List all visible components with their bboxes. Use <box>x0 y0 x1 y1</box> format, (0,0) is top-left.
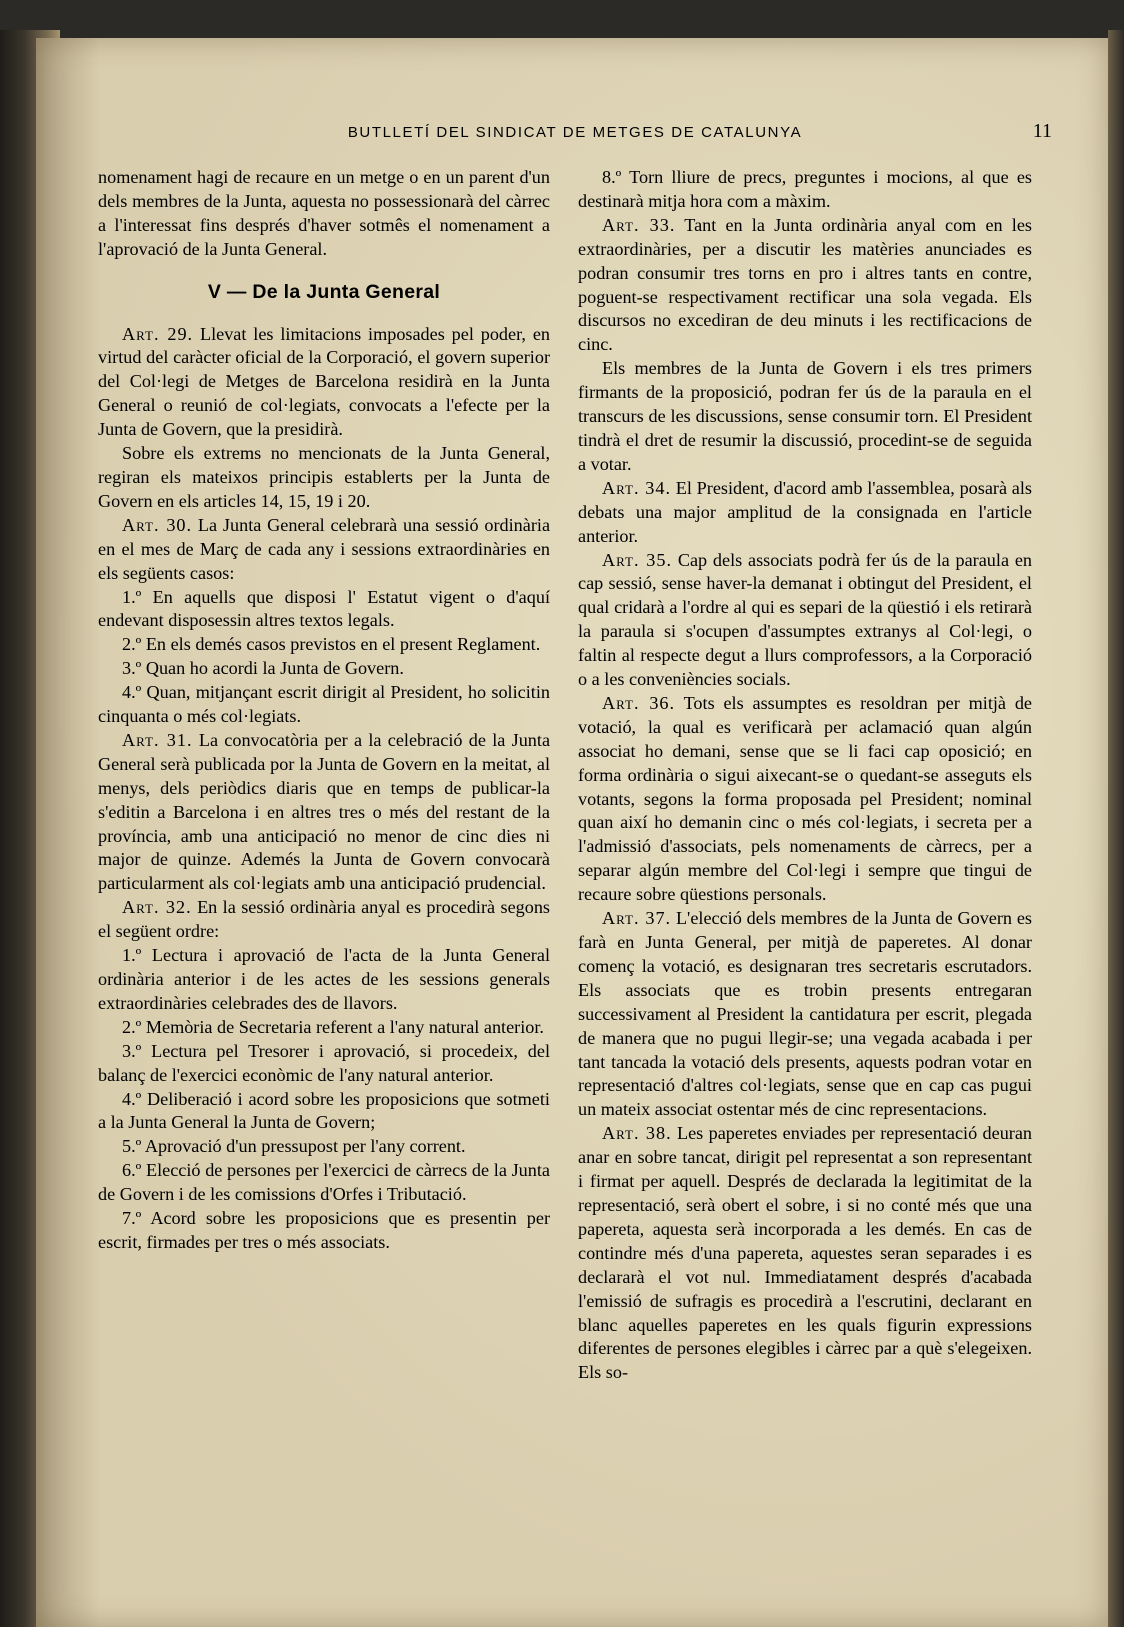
article-text: Cap dels associats podrà fer ús de la paraula en cap sessió, sense haver-la demanat i obtingut del President, el qual cridarà a l'ordre al qui es separi de la qüestió i els retirarà la paraula si s'ocupen d'assumptes extranys al Col·legi, o faltin al respecte degut a llurs comprofessors, a la Corporació o a les conveniències socials. <box>578 549 1032 690</box>
page-header <box>90 84 1060 142</box>
page-edge-shadow <box>1108 30 1124 1627</box>
article-text: El President, d'acord amb l'assemblea, posarà als debats una major amplitud de la consignada en l'article anterior. <box>578 477 1032 546</box>
article-label: Art. 32. <box>122 897 192 918</box>
article-38 <box>578 1122 1032 1385</box>
list-item: 5.º Aprovació d'un pressupost per l'any corrent. <box>122 1136 466 1157</box>
article-33 <box>578 214 1032 357</box>
article-35 <box>578 549 1032 692</box>
article-text: La convocatòria per a la celebració de la Junta General serà publicada por la Junta de Govern en la meitat, al menys, dels periòdics diaris que en temps de publicar-la s'editin a Barcelona i en altres tres o més del restant de la província, amb una anticipació no menor de cinc dies ni major de quinze. Ademés la Junta de Govern convocarà particularment als col·legiats amb una anticipació prudencial. <box>98 729 551 894</box>
list-item: 6.º Elecció de persones per l'exercici de càrrecs de la Junta de Govern i de les comissions d'Orfes i Tributació. <box>98 1160 550 1205</box>
article-label: Art. 30. <box>122 514 193 535</box>
list-item: 4.º Quan, mitjançant escrit dirigit al President, ho solicitin cinquanta o més col·legiats. <box>98 682 550 727</box>
article-text: Tant en la Junta ordinària anyal com en les extraordinàries, per a discutir les matèries anunciades es podran consumir tres torns en pro i altres tants en contre, poguent-se respectivament rectificar una sola vegada. Els discursos no excediran de deu minuts i les rectificacions de cinc. <box>578 214 1033 355</box>
article-36 <box>578 692 1032 907</box>
article-text: L'elecció dels membres de la Junta de Govern es farà en Junta General, per mitjà de paperetes. Al donar començ la votació, es designaran tres secretaris escrutadors. Els associats que es trobin presents entregaran successivament al President la cantidatura per escrit, plegada de manera que no pugui llegir-se; una vegada acabada i per tant tancada la votació dels presents, aquests podran votar en representació d'altres col·legiats, sense que en cap cas pugui un mateix associat ostentar més de cinc representacions. <box>578 908 1033 1120</box>
section-title: V — De la Junta General <box>207 280 441 303</box>
list-item: 3.º Lectura pel Tresorer i aprovació, si procedeix, del balanç de l'exercici econòmic de l'any natural anterior. <box>98 1040 550 1085</box>
article-label: Art. 29. <box>122 323 194 344</box>
article-32 <box>98 896 550 944</box>
article-text: Llevat les limitacions imposades pel poder, en virtud del caràcter oficial de la Corporació, el govern superior del Col·legi de Metges de Barcelona residirà en la Junta General o reunió de col·legiats, convocats a l'efecte per la Junta de Govern, que la presidirà. <box>98 323 550 440</box>
article-text: Les paperetes enviades per representació deuran anar en sobre tancat, dirigit pel representat a son representant i firmat per aquell. Després de declarada la legitimitat de la representació, serà obert el sobre, i si no conté més que una papereta, aquesta serà incorporada a les demés. En cas de contindre més d'una papereta, aquestes seran separades i es declararà el vot nul. Immediatament després d'acabada l'emissió de sufragis es procedirà a l'escrutini, declarant en blanc aquelles paperetes en les quals figurin expressions diferentes de persones elegibles i càrrec par a què s'elegeixen. Els so- <box>578 1123 1033 1383</box>
list-item: 4.º Deliberació i acord sobre les proposicions que sotmeti a la Junta General la Junta de Govern; <box>98 1088 550 1133</box>
running-head: BUTLLETÍ DEL SINDICAT DE METGES DE CATALUNYA <box>347 124 803 141</box>
list-item: 3.º Quan ho acordi la Junta de Govern. <box>122 658 404 679</box>
article-label: Art. 33. <box>602 214 676 235</box>
article-31 <box>98 729 550 896</box>
article-label: Art. 35. <box>602 549 673 570</box>
paragraph: Els membres de la Junta de Govern i els tres primers firmants de la proposició, podran fer ús de la paraula en el transcurs de les discussions, sense consumir torn. El President tindrà el dret de resumir la discussió, procedint-se de seguida a votar. <box>578 358 1032 474</box>
left-column <box>98 166 550 1255</box>
article-label: Art. 38. <box>602 1123 672 1144</box>
paragraph: nomenament hagi de recaure en un metge o en un parent d'un dels membres de la Junta, aquesta no possessionarà del càrrec a l'interessat fins després d'haver sotmês el nomenament a l'aprovació de la Junta General. <box>98 167 550 259</box>
article-29 <box>98 323 550 443</box>
article-label: Art. 36. <box>602 692 676 713</box>
article-label: Art. 34. <box>602 477 671 498</box>
article-text: En la sessió ordinària anyal es procedirà segons el següent ordre: <box>98 897 551 942</box>
list-item: 1.º En aquells que disposi l' Estatut vigent o d'aquí endevant disposessin altres textos legals. <box>98 586 550 631</box>
list-item: 7.º Acord sobre les proposicions que es presentin per escrit, firmades per tres o més associats. <box>98 1208 550 1252</box>
page-number: 11 <box>1032 120 1052 142</box>
list-item: 8.º Torn lliure de precs, preguntes i mocions, al que es destinarà mitja hora com a màxim. <box>578 167 1032 211</box>
article-30 <box>98 514 550 586</box>
article-text: Tots els assumptes es resoldran per mitjà de votació, la qual es verificarà per aclamació quan algún associat ho demani, sense que se li faci cap oposició; en forma ordinària o sigui aixecant-se o quedant-se asseguts els votants, segons la forma proposada pel President; nominal quan així ho demanin cinc o més col·legiats, i secreta per a l'admissió d'associats, pels nomenaments de càrrecs, per a separar algún membre del Col·legi i sempre que tingui de recaure sobre qüestions personals. <box>578 692 1032 905</box>
paragraph: Sobre els extrems no mencionats de la Junta General, regiran els mateixos principis establerts per la Junta de Govern en els articles 14, 15, 19 i 20. <box>98 443 550 511</box>
article-label: Art. 31. <box>122 729 193 750</box>
list-item: 2.º En els demés casos previstos en el present Reglament. <box>122 634 541 655</box>
list-item: 1.º Lectura i aprovació de l'acta de la Junta General ordinària anterior i de les actes de les sessions generals extraordinàries celebrades des de llavors. <box>98 945 550 1013</box>
article-37 <box>578 907 1032 1122</box>
article-label: Art. 37. <box>602 908 672 929</box>
article-34 <box>578 477 1032 549</box>
article-text: La Junta General celebrarà una sessió ordinària en el mes de Març de cada any i sessions extraordinàries en els següents casos: <box>98 514 551 583</box>
list-item: 2.º Memòria de Secretaria referent a l'any natural anterior. <box>122 1016 544 1037</box>
right-column <box>578 166 1032 1385</box>
